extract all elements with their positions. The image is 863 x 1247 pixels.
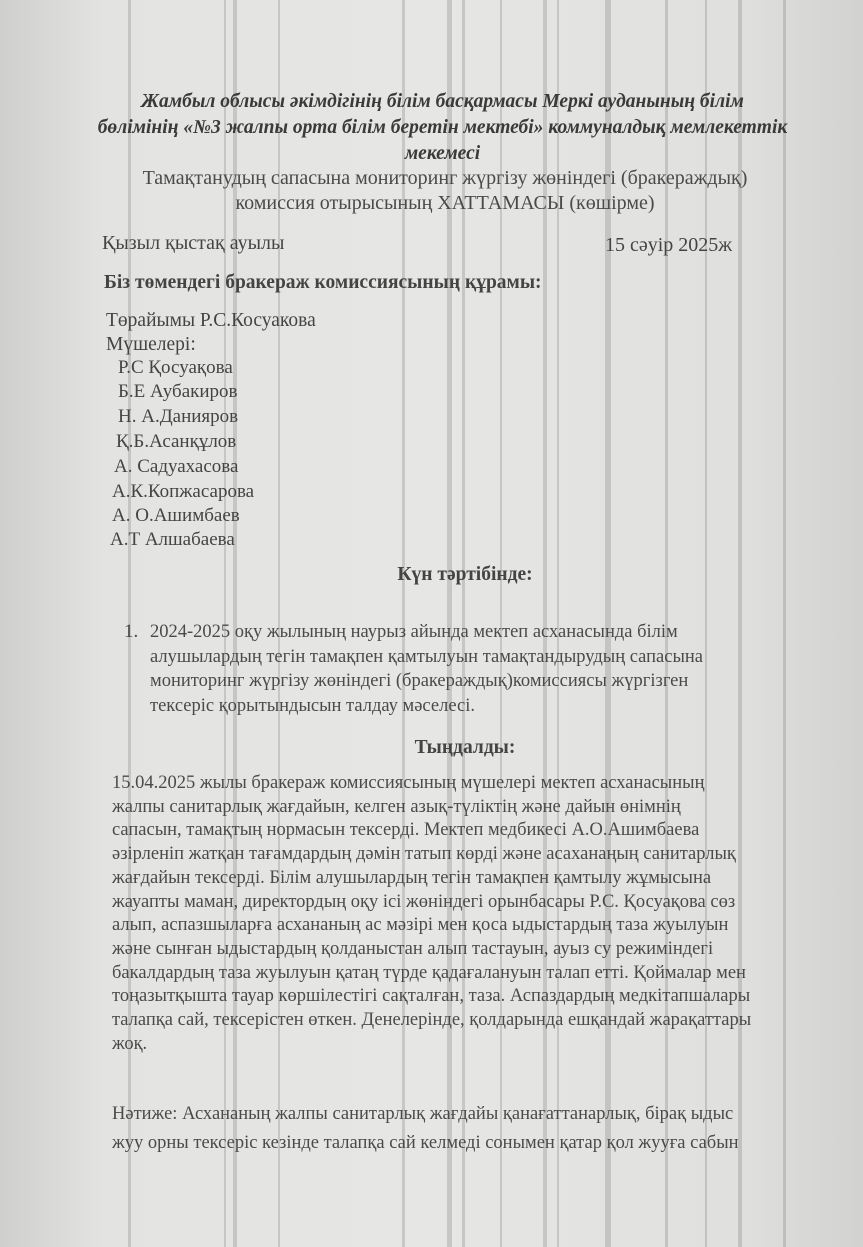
result-line: жуу орны тексеріс кезінде талапқа сай келмеді сонымен қатар қол жууға сабын (112, 1133, 739, 1153)
org-line-2: бөлімінің «№3 жалпы орта білім беретін мектебі» коммуналдық мемлекеттік (97, 117, 788, 138)
heard-line: және сынған ыдыстардың қолданыстан алып тастауын, ауыз су режиміндегі (112, 938, 714, 959)
date: 15 сәуір 2025ж (605, 234, 733, 256)
member-name: Н. А.Данияров (118, 406, 239, 427)
agenda-line: тексеріс қорытындысын талдау мәселесі. (150, 695, 475, 716)
member-name: А.К.Копжасарова (112, 481, 255, 502)
heard-line: жауапты маман, директордың оқу ісі жөніндегі орынбасары Р.С. Қосуақова сөз (112, 891, 736, 912)
heard-line: жағдайын тексерді. Білім алушылардың тегін тамақпен қамтылу жұмысына (112, 867, 712, 888)
heard-heading: Тыңдалды: (414, 737, 516, 758)
org-line-3: мекемесі (404, 143, 481, 164)
heard-line: жалпы санитарлық жағдайын, келген азық-түліктің және дайын өнімнің (112, 796, 681, 817)
member-name: Қ.Б.Асанқұлов (116, 431, 237, 452)
agenda-item-text (150, 620, 840, 718)
members-label: Мүшелері: (106, 334, 196, 355)
heard-line: алып, аспазшыларға асхананың ас мәзірі мен қоса ыдыстардың таза жуылуын (112, 915, 729, 936)
result-line: Нәтиже: Асхананың жалпы санитарлық жағдайы қанағаттанарлық, бірақ ыдыс (112, 1104, 734, 1124)
commission-heading: Біз төмендегі бракераж комиссиясының құрамы: (104, 272, 542, 293)
agenda-item-number: 1. (124, 621, 139, 642)
heard-line: жоқ. (112, 1033, 148, 1054)
commission-chair: Төрайымы Р.С.Косуакова (106, 310, 316, 331)
heard-line: сапасын, тамақтың нормасын тексерді. Мектеп медбикесі А.О.Ашимбаева (112, 820, 700, 841)
result-text (112, 1100, 832, 1158)
heard-line: әзірленіп жатқан тағамдардың дәмін татып көрді және асаханаңың санитарлық (112, 844, 736, 865)
agenda-line: 2024-2025 оқу жылының наурыз айында мектеп асханасында білім (150, 622, 678, 642)
heard-line: бакалдардың таза жуылуын қатаң түрде қадағалануын талап етті. Қоймалар мен (112, 962, 746, 983)
member-name: Р.С Қосуақова (118, 357, 233, 378)
member-name: А. О.Ашимбаев (112, 505, 240, 526)
protocol-title-line-1: Тамақтанудың сапасына мониторинг жүргізу жөніндегі (бракераждық) (142, 167, 748, 189)
protocol-title-line-2: комиссия отырысының ХАТТАМАСЫ (көшірме) (235, 192, 655, 214)
heard-line: 15.04.2025 жылы бракераж комиссиясының мүшелері мектеп асханасының (112, 773, 705, 793)
heard-text (112, 772, 832, 1056)
agenda-heading: Күн тәртібінде: (397, 564, 533, 585)
heard-line: тоңазытқышта тауар көршілестігі сақталған, таза. Аспаздардың медкітапшалары (112, 986, 751, 1007)
member-name: А. Садуахасова (114, 456, 239, 477)
agenda-line: мониторинг жүргізу жөніндегі (бракераждық)комиссиясы жүргізген (150, 671, 689, 691)
member-name: А.Т Алшабаева (110, 529, 235, 550)
heard-line: талапқа сай, тексерістен өткен. Денелерінде, қолдарында ешқандай жарақаттары (112, 1010, 752, 1031)
org-line-1: Жамбыл облысы әкімдігінің білім басқармасы Меркі ауданының білім (141, 91, 744, 112)
member-name: Б.Е Аубакиров (118, 381, 238, 402)
place: Қызыл қыстақ ауылы (102, 232, 285, 254)
agenda-line: алушылардың тегін тамақпен қамтылуын тамақтандырудың сапасына (150, 646, 703, 667)
